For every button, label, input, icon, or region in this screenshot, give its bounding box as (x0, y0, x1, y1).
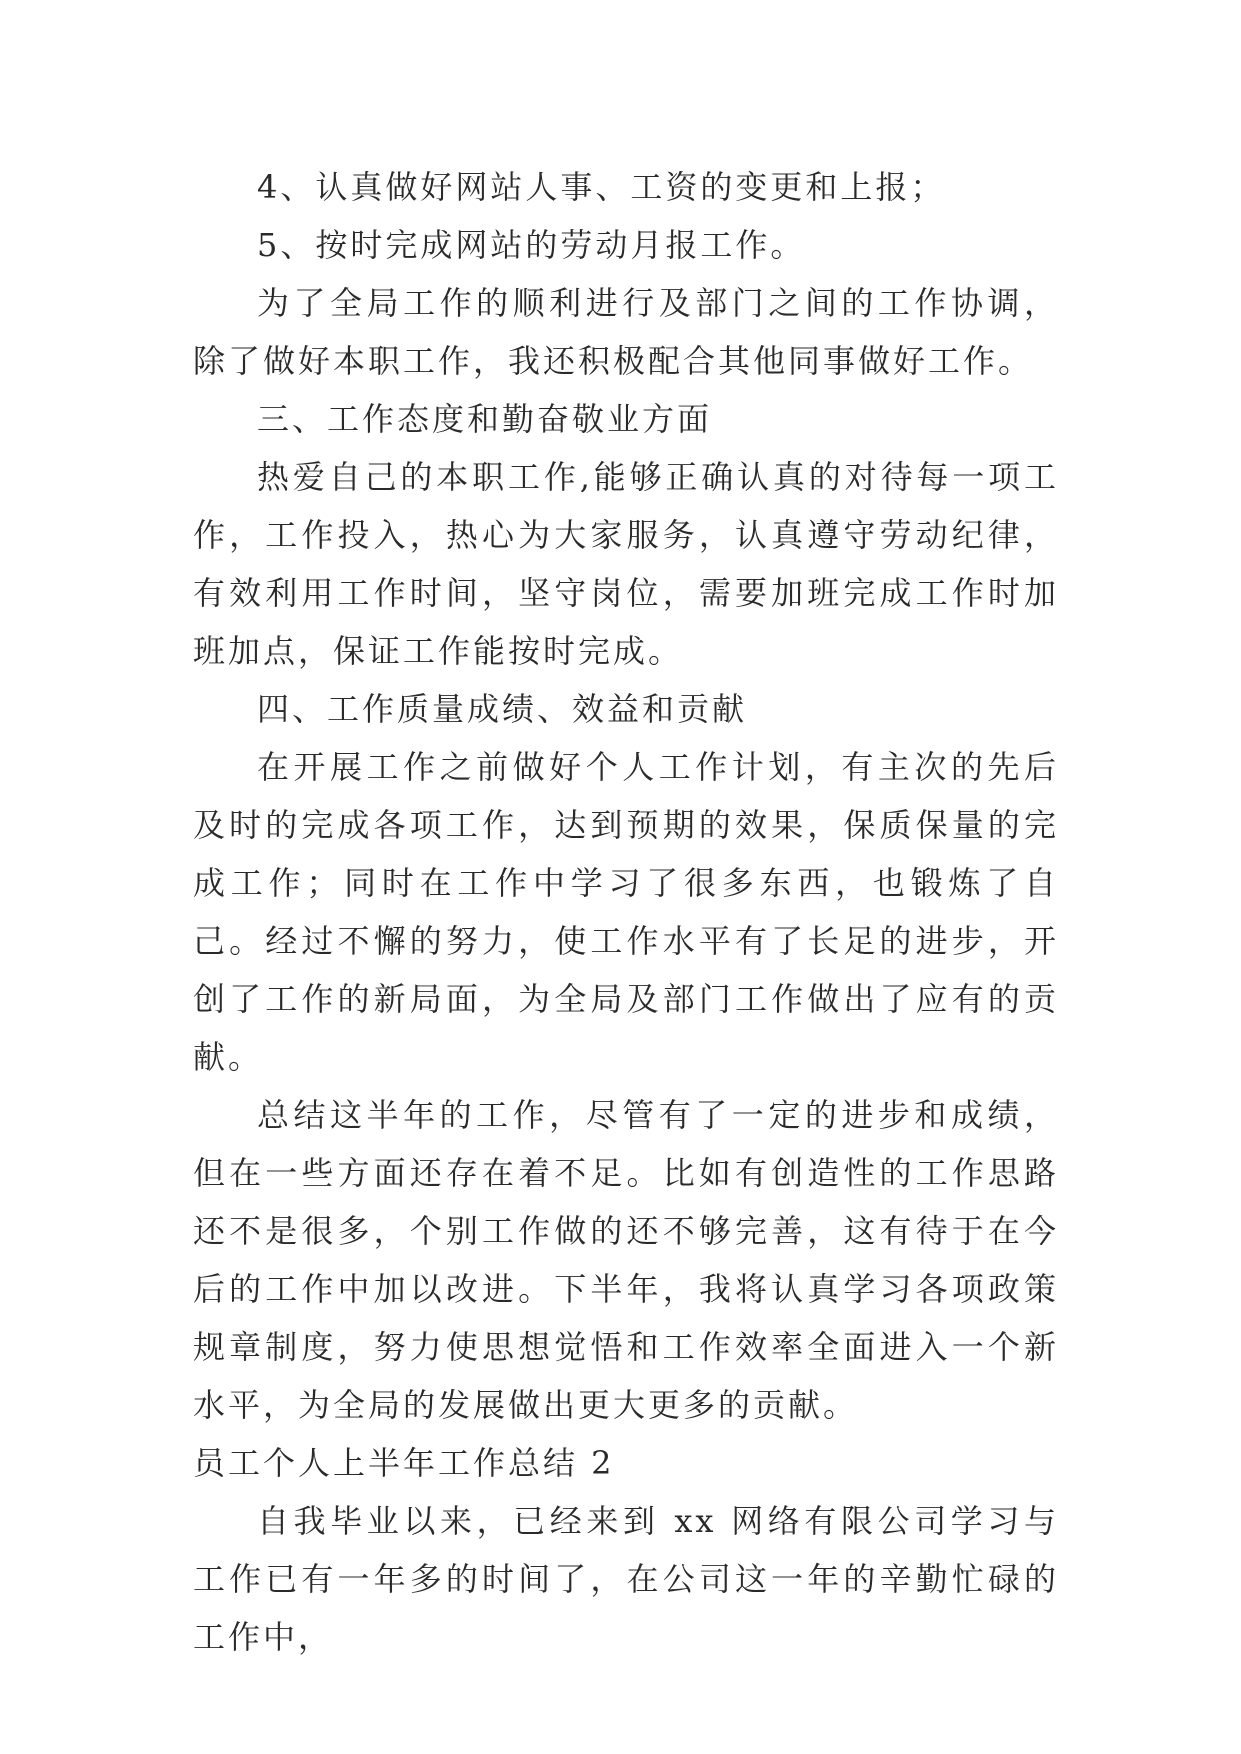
paragraph-summary: 总结这半年的工作，尽管有了一定的进步和成绩，但在一些方面还存在着不足。比如有创造性的工作思路还不是很多，个别工作做的还不够完善，这有待于在今后的工作中加以改进。下半年，我将认真学习各项政策规章制度，努力使思想觉悟和工作效率全面进入一个新水平，为全局的发展做出更大更多的贡献。 (193, 1096, 1059, 1424)
section-heading-quality: 四、工作质量成绩、效益和贡献 (257, 690, 748, 728)
list-item-4: 4、认真做好网站人事、工资的变更和上报； (257, 168, 946, 206)
list-item-5: 5、按时完成网站的劳动月报工作。 (257, 226, 806, 264)
paragraph-quality: 在开展工作之前做好个人工作计划，有主次的先后及时的完成各项工作，达到预期的效果，保质保量的完成工作；同时在工作中学习了很多东西，也锻炼了自己。经过不懈的努力，使工作水平有了长足的进步，开创了工作的新局面，为全局及部门工作做出了应有的贡献。 (193, 748, 1059, 1076)
section-title: 员工个人上半年工作总结 2 (193, 1444, 615, 1482)
paragraph-cooperation: 为了全局工作的顺利进行及部门之间的工作协调，除了做好本职工作，我还积极配合其他同事做好工作。 (193, 284, 1059, 380)
section-heading-attitude: 三、工作态度和勤奋敬业方面 (257, 400, 713, 438)
paragraph-attitude: 热爱自己的本职工作,能够正确认真的对待每一项工作，工作投入，热心为大家服务，认真遵守劳动纪律，有效利用工作时间，坚守岗位，需要加班完成工作时加班加点，保证工作能按时完成。 (193, 458, 1059, 670)
document-body (193, 158, 1059, 1666)
paragraph-intro-2: 自我毕业以来，已经来到 xx 网络有限公司学习与工作已有一年多的时间了，在公司这一年的辛勤忙碌的工作中， (193, 1502, 1059, 1656)
